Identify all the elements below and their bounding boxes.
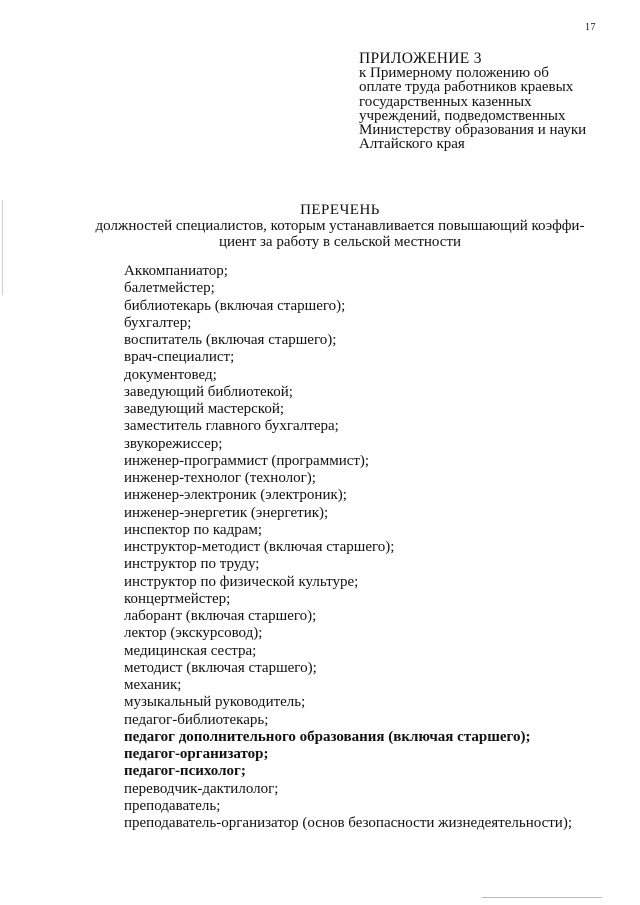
appendix-line: к Примерному положению об (359, 65, 549, 82)
page-number: 17 (585, 22, 596, 33)
appendix-title: ПРИЛОЖЕНИЕ 3 (359, 50, 482, 67)
list-item: заместитель главного бухгалтера; (124, 418, 339, 435)
list-item: лектор (экскурсовод); (124, 625, 263, 642)
appendix-line: государственных казенных (359, 93, 532, 110)
position-list (124, 263, 572, 832)
list-item: медицинская сестра; (124, 642, 257, 659)
list-item: инженер-энергетик (энергетик); (124, 504, 329, 521)
list-item: заведующий мастерской; (124, 401, 285, 417)
appendix-line: Министерству образования и науки (359, 122, 587, 139)
appendix-line: учреждений, подведомственных (359, 107, 566, 124)
list-item: врач-специалист; (124, 349, 235, 366)
list-item: преподаватель; (124, 797, 221, 814)
list-item: переводчик-дактилолог; (124, 780, 279, 797)
list-item: инспектор по кадрам; (124, 521, 263, 538)
scan-bottom-line (482, 897, 602, 898)
list-item: инженер-электроник (электроник); (124, 487, 347, 504)
heading-title: ПЕРЕЧЕНЬ (300, 202, 380, 218)
list-item: инструктор-методист (включая старшего); (124, 539, 395, 555)
list-item: педагог-библиотекарь; (124, 711, 269, 728)
list-item: педагог дополнительного образования (включая старшего); (124, 728, 531, 745)
list-item: инструктор по физической культуре; (124, 573, 359, 590)
appendix-block (359, 52, 629, 151)
list-item: концертмейстер; (124, 590, 231, 607)
list-item: лаборант (включая старшего); (124, 608, 317, 624)
list-item: музыкальный руководитель; (124, 694, 306, 711)
list-item: инженер-технолог (технолог); (124, 470, 316, 486)
list-item: механик; (124, 677, 182, 693)
heading-line: должностей специалистов, которым устанавливается повышающий коэффи- (95, 218, 585, 234)
list-item: инструктор по труду; (124, 556, 260, 573)
list-item: воспитатель (включая старшего); (124, 332, 337, 348)
list-item: звукорежиссер; (124, 435, 223, 452)
list-item: педагог-организатор; (124, 746, 269, 762)
heading-line: циент за работу в сельской местности (218, 234, 462, 250)
list-item: педагог-психолог; (124, 763, 246, 780)
list-item: бухгалтер; (124, 314, 192, 331)
list-item: библиотекарь (включая старшего); (124, 297, 346, 314)
list-item: документовед; (124, 366, 217, 383)
document-heading (80, 202, 600, 250)
appendix-line: Алтайского края (359, 136, 465, 153)
list-item: инженер-программист (программист); (124, 452, 370, 469)
list-item: заведующий библиотекой; (124, 383, 293, 400)
list-item: балетмейстер; (124, 280, 215, 297)
scan-margin-line (2, 200, 3, 295)
list-item: методист (включая старшего); (124, 659, 317, 676)
appendix-line: оплате труда работников краевых (359, 79, 574, 96)
list-item: Аккомпаниатор; (124, 263, 228, 279)
list-item: преподаватель-организатор (основ безопасности жизнедеятельности); (124, 815, 572, 831)
